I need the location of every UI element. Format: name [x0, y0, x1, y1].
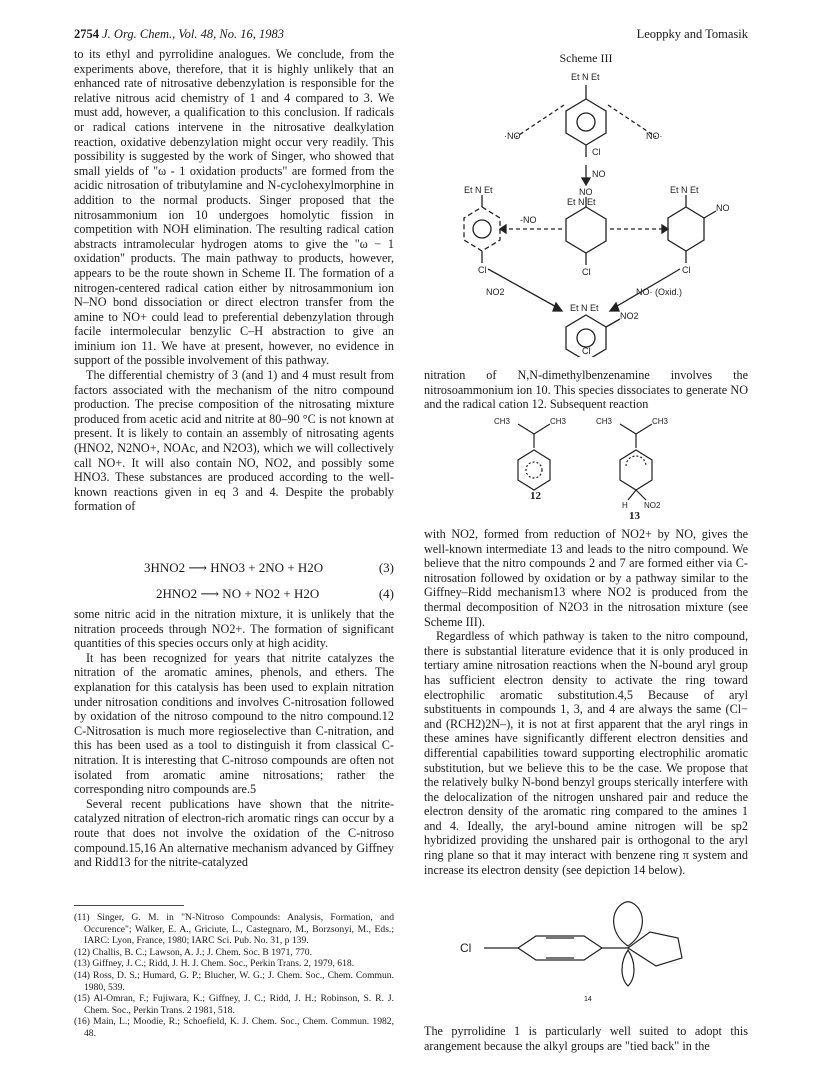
- scheme-label: Cl: [682, 265, 691, 275]
- scheme-label: NO·: [646, 131, 663, 141]
- paragraph: Regardless of which pathway is taken to the nitro compound, there is substantial literature evidence that it is only produced in tertiary amine nitrosation reactions when the N-bound aryl group has sufficient electron density to activate the ring toward electrophilic aromatic substitution.4,5 Because of aryl substituents in compounds 1, 3, and 4 are always the same (Cl− and (RCH2)2N–), it is not at first apparent that the aryl rings in these amines have significantly different electron densities and differential capabilities toward supporting electrophilic aromatic substitution, but we believe this to be the case. We propose that the relatively bulky N-bond benzyl groups sterically interfere with the delocalization of the nitrogen unshared pair and reduce the electron density of the aromatic ring compared to the amines 1 and 4. Ideally, the aryl-bound amine nitrogen will be sp2 hybridized providing the unshared pair is orthogonal to the aryl ring plane so that it may interact with benzene ring π system and increase its electron density (see depiction 14 below).: [424, 629, 748, 877]
- scheme-label: Et N Et: [464, 185, 493, 195]
- methyl-label: CH3: [596, 417, 613, 426]
- paragraph: with NO2, formed from reduction of NO2+ by NO, gives the well-known intermediate 13 and leads to the nitro compound. We believe that the nitro compounds 2 and 7 are formed either via C-nitrosation followed by oxidation or by a pathway similar to the Giffney–Ridd mechanism13 where NO2 is produced from the thermal decomposition of N2O3 in the nitrosation mixture (see Scheme III).: [424, 527, 748, 629]
- left-column: [74, 47, 394, 514]
- paragraph: to its ethyl and pyrrolidine analogues. We conclude, from the experiments above, therefore, that it is highly unlikely that an enhanced rate of nitrosative debenzylation is responsible for the relative nitrous acid chemistry of 1 and 4 compared to 3. We must add, however, a qualification to this conclusion. If radicals or radical cations intervene in the nitrosative dealkylation reaction, oxidative debenzylation might occur very readily. This possibility is suggested by the work of Singer, who showed that small yields of "ω - 1 oxidation products" are formed from the acidic nitrosation of tributylamine and N-cyclohexylmorphine in addition to the normal products. Singer proposed that the nitrosammonium ion 10 undergoes homolytic fission in competition with NOH elimination. The resulting radical cation abstracts intramolecular hydrogen atoms to give the "ω − 1 oxidation" products. The main pathway to products, however, appears to be the route shown in Scheme II. The formation of a nitrogen-centered radical cation either by nitrosammonium ion N–NO bond dissociation or direct electron transfer from the amine to NO+ could lead to preferential debenzylation through facile intermolecular benzylic C–H abstraction to give an iminium ion 11. We have at present, however, no evidence in support of the possible involvement of this pathway.: [74, 47, 394, 368]
- scheme-label: Et N Et: [670, 185, 699, 195]
- scheme-label: NO2: [620, 311, 639, 321]
- scheme-label: Et N Et: [567, 197, 596, 207]
- hydrogen-label: H: [622, 501, 628, 510]
- paragraph: some nitric acid in the nitration mixture, it is unlikely that the nitration proceeds through NO2+. The formation of significant quantities of this species occurs only at high acidity.: [74, 607, 394, 651]
- reference: (11) Singer, G. M. in "N-Nitroso Compounds: Analysis, Formation, and Occurence"; Walker, E. A., Griciute, L., Castegnaro, M., Borzsonyi, M., Eds.; IARC: Lyon, France, 1980; IARC Sci. Pub. No. 31, p 139.: [74, 912, 394, 947]
- compound-label-12: 12: [530, 490, 541, 502]
- equation-text: 3HNO2 ⟶ HNO3 + 2NO + H2O: [144, 560, 324, 575]
- compound-label-14: 14: [584, 996, 592, 1003]
- page-header-left: [74, 27, 284, 42]
- structures-12-13: [490, 410, 710, 522]
- compound-label-13: 13: [629, 510, 640, 522]
- equation-text: 2HNO2 ⟶ NO + NO2 + H2O: [156, 586, 320, 601]
- reference: (15) Al-Omran, F.; Fujiwara, K.; Giffney, J. C.; Ridd, J. H.; Robinson, S. R. J. Chem. Soc., Perkin Trans. 2 1981, 518.: [74, 993, 394, 1016]
- running-authors: Leoppky and Tomasik: [636, 27, 748, 41]
- scheme-label: Cl: [592, 147, 601, 157]
- methyl-label: CH3: [494, 417, 511, 426]
- paragraph: The differential chemistry of 3 (and 1) and 4 must result from factors associated with the mechanism of the nitro compound production. The precise composition of the nitrosating mixture produced from acetic acid and nitrite at 80–90 °C is not known at present. It is likely to contain an assembly of nitrosating agents (HNO2, N2NO+, NOAc, and N2O3), which we will collectively call NO+. It will also contain NO, NO2, and possibly some HNO3. These substances are produced according to the well-known reactions given in eq 3 and 4. Despite the probably formation of: [74, 368, 394, 514]
- scheme-label: ·NO: [504, 131, 521, 141]
- chlorine-label: Cl: [460, 941, 472, 955]
- right-column-p4: [424, 1024, 748, 1053]
- equation-number: (4): [378, 586, 394, 601]
- scheme-label: NO· (Oxid.): [636, 287, 682, 297]
- footnote-rule: [74, 905, 184, 906]
- paragraph: The pyrrolidine 1 is particularly well suited to adopt this arangement because the alkyl groups are "tied back" in the: [424, 1024, 748, 1053]
- paragraph: Several recent publications have shown that the nitrite-catalyzed nitration of electron-rich aromatic rings can occur by a route that does not involve the oxidation of the C-nitroso compound.15,16 An alternative mechanism advanced by Giffney and Ridd13 for the nitrite-catalyzed: [74, 796, 394, 870]
- equation-number: (3): [378, 560, 394, 575]
- scheme-iii-drawing: [424, 47, 748, 357]
- depiction-14: [460, 888, 720, 1008]
- scheme-label: NO2: [486, 287, 505, 297]
- nitro-label: NO2: [644, 501, 661, 510]
- reference: (13) Giffney, J. C.; Ridd, J. H. J. Chem. Soc., Perkin Trans. 2, 1979, 618.: [74, 958, 355, 970]
- scheme-label: NO: [716, 203, 730, 213]
- right-column-p2: [424, 527, 748, 877]
- scheme-iii-figure: [424, 47, 748, 357]
- methyl-label: CH3: [652, 417, 669, 426]
- methyl-label: CH3: [550, 417, 567, 426]
- scheme-label: Cl: [478, 265, 487, 275]
- paragraph: It has been recognized for years that nitrite catalyzes the nitration of the aromatic amines, phenols, and ethers. The explanation for this catalysis has been used to explain nitration under nitrosation conditions and involves C-nitrosation followed by oxidation of the nitroso compound to the nitro compound.12 C-Nitrosation is much more regioselective than C-nitration, and this has been used as a tool to distinguish it from classical C-nitration. It is interesting that C-nitroso compounds are often not isolated from aromatic amine nitrosations; rather the corresponding nitro compounds are.5: [74, 650, 394, 797]
- page-number: 2754: [74, 27, 99, 41]
- scheme-bottom-cl: Cl: [582, 346, 591, 356]
- reference: (16) Main, L.; Moodie, R.; Schoefield, K. J. Chem. Soc., Chem. Commun. 1982, 48.: [74, 1016, 394, 1039]
- structures-drawing: [490, 410, 710, 522]
- scheme-label: Et N Et: [570, 303, 599, 313]
- paragraph: nitration of N,N-dimethylbenzenamine involves the nitrosoammonium ion 10. This species dissociates to generate NO and the radical cation 12. Subsequent reaction: [424, 368, 748, 412]
- scheme-label: NO: [592, 169, 606, 179]
- references: [74, 912, 394, 1040]
- scheme-title: Scheme III: [559, 51, 613, 65]
- scheme-label: Cl: [582, 267, 591, 277]
- scheme-label: NO: [579, 187, 593, 197]
- depiction-14-drawing: [460, 888, 720, 998]
- journal-citation: J. Org. Chem., Vol. 48, No. 16, 1983: [102, 27, 284, 41]
- right-column-p1: [424, 368, 748, 412]
- scheme-label: Et N Et: [571, 72, 600, 82]
- scheme-label: -NO: [520, 215, 537, 225]
- left-column-lower: [74, 607, 394, 870]
- reference: (12) Challis, B. C.; Lawson, A. J.; J. Chem. Soc. B 1971, 770.: [74, 946, 312, 958]
- reference: (14) Ross, D. S.; Humard, G. P.; Blucher, W. G.; J. Chem. Soc., Chem. Commun. 1980, 539.: [74, 969, 394, 993]
